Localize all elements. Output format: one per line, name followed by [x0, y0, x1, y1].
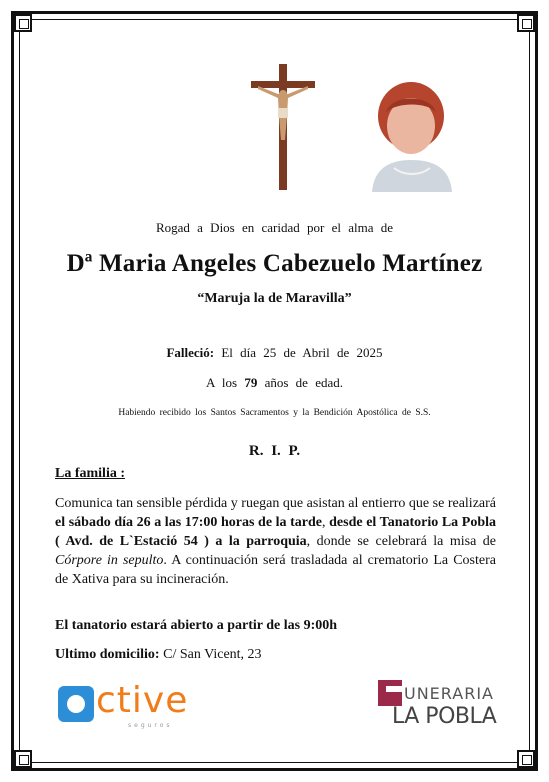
age-line [30, 375, 519, 391]
deceased-name: Dª Maria Angeles Cabezuelo Martínez [66, 250, 483, 277]
tanatorio-hours: El tanatorio estará abierto a partir de las 9:00h [55, 618, 338, 633]
rip-text: R. I. P. [248, 443, 301, 459]
message-part: Comunica tan sensible pérdida y ruegan que asistan al entierro que se realizará [55, 496, 496, 511]
prayer-intro: Rogad a Dios en caridad por el alma de [155, 220, 394, 235]
family-message [55, 494, 496, 589]
address-value: C/ San Vicent, 23 [163, 647, 262, 662]
age-suffix: años de edad. [264, 375, 343, 390]
message-part: . A continuación será trasladada al crematorio La Costera de Xativa para su incineración. [55, 553, 496, 587]
message-part: , donde se celebrará la misa de [306, 534, 497, 549]
address-label: Ultimo domicilio: [55, 647, 160, 662]
deceased-portrait [364, 72, 458, 192]
last-address [55, 647, 262, 663]
death-date-text: El día 25 de Abril de 2025 [221, 345, 383, 360]
funeraria-la-pobla-logo [378, 678, 498, 734]
funeraria-logo-place: LA POBLA [392, 704, 497, 729]
corner-ornament [14, 14, 32, 32]
active-seguros-logo [58, 680, 208, 732]
deceased-nickname: “Maruja la de Maravilla” [197, 291, 352, 306]
corner-ornament [517, 750, 535, 768]
funeral-location: desde el Tanatorio La Pobla ( Avd. de L`Estació 54 ) a la parroquia [55, 515, 497, 549]
active-logo-word: ctive [96, 680, 189, 721]
sacraments-note: Habiendo recibido los Santos Sacramentos y la Bendición Apostólica de S.S. [118, 408, 431, 418]
death-label: Falleció: [166, 345, 215, 360]
funeral-time: el sábado día 26 a las 17:00 horas de la tarde [55, 515, 323, 530]
funeraria-logo-word: UNERARIA [404, 684, 494, 703]
active-logo-sub: seguros [128, 722, 173, 729]
family-heading: La familia : [55, 466, 125, 481]
funeraria-logo-mark [378, 680, 402, 706]
mass-name: Córpore in sepulto [55, 553, 164, 568]
death-date [30, 345, 519, 361]
age-prefix: A los [206, 375, 238, 390]
message-part: , [322, 515, 330, 530]
corner-ornament [14, 750, 32, 768]
active-logo-mark [58, 686, 94, 722]
corner-ornament [517, 14, 535, 32]
age-value: 79 [244, 375, 258, 390]
crucifix-icon [248, 64, 318, 190]
